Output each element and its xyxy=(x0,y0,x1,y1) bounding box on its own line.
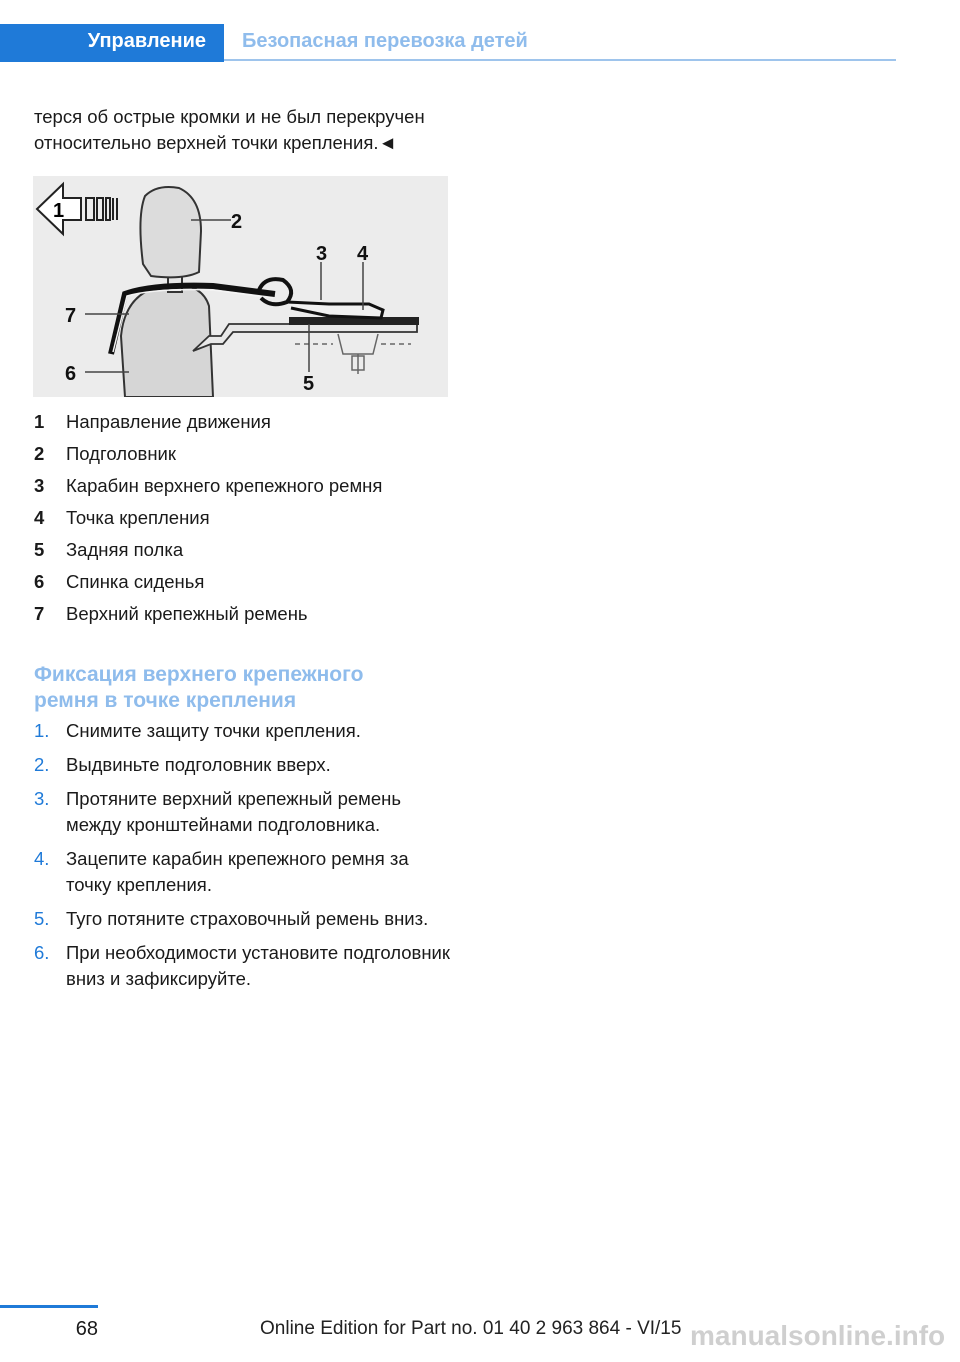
headrest-shape xyxy=(140,187,201,277)
legend-item: 7 Верхний крепежный ремень xyxy=(34,603,308,624)
step-item: 6. При необходимости установите подголовник вниз и зафиксируйте. xyxy=(34,942,450,989)
rear-shelf-shape xyxy=(193,324,417,351)
legend-item: 5 Задняя полка xyxy=(34,539,184,560)
section-tab-label: Управление xyxy=(87,30,206,52)
callout-1: 1 xyxy=(53,200,65,222)
callout-5: 5 xyxy=(303,373,315,395)
hook-body xyxy=(287,302,383,318)
intro-paragraph xyxy=(34,104,464,156)
page-number: 68 xyxy=(75,1318,98,1340)
intro-line-1: терся об острые кромки и не был перекручен xyxy=(34,106,425,127)
seat-back-shape xyxy=(121,285,213,397)
watermark: manualsonline.info xyxy=(690,1320,946,1351)
illustration-svg xyxy=(33,176,448,397)
legend-item: 3 Карабин верхнего крепежного ремня xyxy=(34,475,383,496)
direction-bars-icon xyxy=(86,198,117,220)
shelf-dashes xyxy=(295,334,411,374)
callout-6: 6 xyxy=(65,363,77,385)
page-header xyxy=(0,0,960,64)
legend-item: 2 Подголовник xyxy=(34,443,176,464)
step-item: 3. Протяните верхний крепежный ремень между кронштейнами подголовника. xyxy=(34,788,402,835)
callout-4: 4 xyxy=(357,243,369,265)
step-item: 4. Зацепите карабин крепежного ремня за точку крепления. xyxy=(34,848,409,895)
chapter-title[interactable]: Безопасная перевозка детей xyxy=(242,30,528,52)
edition-text: Online Edition for Part no. 01 40 2 963 864 - VI/15 xyxy=(260,1318,682,1339)
callout-3: 3 xyxy=(316,243,328,265)
legend-item: 1 Направление движения xyxy=(34,411,271,432)
legend-item: 6 Спинка сиденья xyxy=(34,571,205,592)
intro-line-2: относительно верхней точки крепления.◄ xyxy=(34,132,397,153)
step-item: 2. Выдвиньте подголовник вверх. xyxy=(34,754,331,775)
legend-item: 4 Точка крепления xyxy=(34,507,210,528)
section-heading xyxy=(34,662,454,714)
callout-7: 7 xyxy=(65,305,77,327)
tether-illustration xyxy=(33,176,448,397)
callout-2: 2 xyxy=(231,211,243,233)
header-rule xyxy=(224,59,896,61)
footer-rule xyxy=(0,1305,98,1308)
figure-legend xyxy=(34,407,464,631)
step-item: 5. Туго потяните страховочный ремень вниз. xyxy=(34,908,429,929)
section-heading-line-2: ремня в точке крепления xyxy=(34,689,297,712)
step-item: 1. Снимите защиту точки крепления. xyxy=(34,720,361,741)
instruction-steps xyxy=(34,718,454,1000)
section-tab[interactable] xyxy=(0,24,224,62)
section-heading-line-1: Фиксация верхнего крепежного xyxy=(34,663,364,686)
